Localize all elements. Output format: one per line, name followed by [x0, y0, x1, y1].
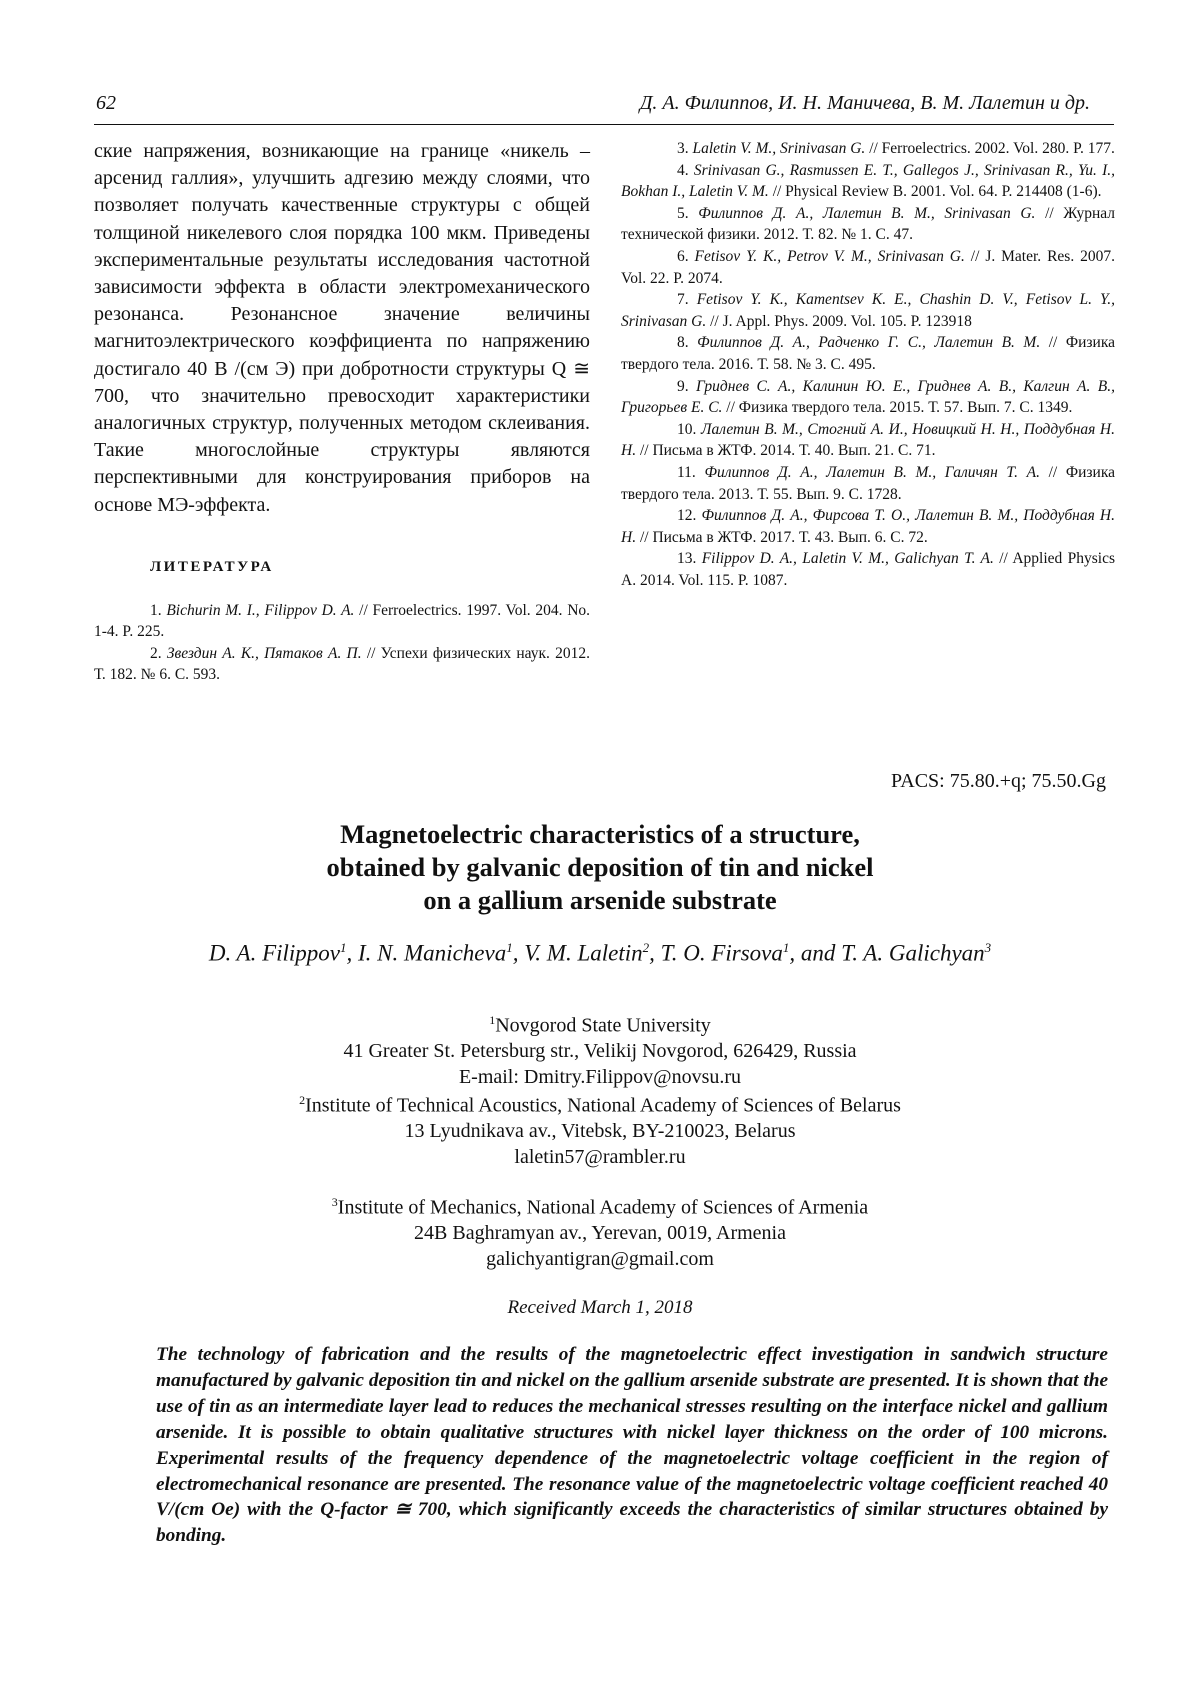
- reference-item: [621, 138, 1115, 160]
- reference-source: // Физика твердого тела. 2015. Т. 57. Вып. 7. С. 1349.: [722, 399, 1073, 417]
- author-name: D. A. Filippov: [208, 940, 341, 966]
- left-column: [94, 138, 590, 686]
- affiliation-number: 2: [299, 1093, 306, 1107]
- header-rule: [94, 124, 1114, 125]
- affiliation-number: 3: [331, 1195, 338, 1209]
- reference-authors: Филиппов Д. А., Лалетин В. М., Srinivasan G.: [698, 204, 1036, 222]
- reference-authors: Fetisov Y. K., Kamentsev K. E., Chashin D. V., Fetisov L. Y., Srinivasan G.: [621, 291, 1115, 330]
- reference-authors: Филиппов Д. А., Радченко Г. С., Лалетин В. М.: [697, 334, 1041, 352]
- title-line: obtained by galvanic deposition of tin and nickel: [326, 852, 874, 882]
- reference-number: 12.: [677, 507, 697, 525]
- author-name: T. A. Galichyan: [841, 940, 985, 966]
- reference-number: 7.: [677, 291, 689, 309]
- affiliation-email: E-mail: Dmitry.Filippov@novsu.ru: [458, 1065, 742, 1088]
- reference-item: [621, 332, 1115, 375]
- author-affiliation-mark: 1: [506, 940, 513, 955]
- reference-source: // Applied Physics A. 2014. Vol. 115. P. 1087.: [621, 550, 1115, 589]
- page-number: 62: [96, 92, 116, 114]
- reference-number: 11.: [677, 463, 696, 481]
- pacs-codes: PACS: 75.80.+q; 75.50.Gg: [890, 770, 1106, 792]
- author-separator: ,: [346, 940, 359, 966]
- reference-authors: Звездин А. К., Пятаков А. П.: [166, 644, 362, 662]
- reference-item: [621, 505, 1115, 548]
- reference-authors: Srinivasan G., Rasmussen E. T., Gallegos J., Srinivasan R., Yu. I., Bokhan I., Laletin V. M.: [621, 161, 1116, 201]
- reference-source: // Журнал технической физики. 2012. Т. 82. № 1. С. 47.: [621, 204, 1115, 244]
- author-affiliation-mark: 3: [984, 940, 992, 955]
- russian-body-text: ские напряжения, возникающие на границе «никель – арсенид галлия», улучшить адгезию между слоями, что позволяет получать качественные структуры с общей толщиной никелевого слоя порядка 100 мкм. Приведены экспериментальные результаты исследования частотной зависимости эффекта в области электромеханического резонанса. Резонансное значение величины магнитоэлектрического коэффициента по напряжению достигало 40 В /(см Э) при добротности структуры Q ≅ 700, что значительно превосходит характеристики аналогичных структур, полученных методом склеивания. Такие многослойные структуры являются перспективными для конструирования приборов на основе МЭ-эффекта.: [94, 140, 590, 516]
- reference-number: 5.: [677, 204, 689, 222]
- reference-item: [621, 376, 1115, 419]
- author-name: T. O. Firsova: [660, 940, 783, 966]
- reference-number: 4.: [677, 161, 689, 179]
- reference-source: // Письма в ЖТФ. 2017. Т. 43. Вып. 6. С. 72.: [636, 528, 928, 546]
- reference-item: [94, 643, 590, 686]
- reference-number: 2.: [150, 644, 162, 662]
- author-affiliation-mark: 1: [340, 940, 347, 955]
- reference-number: 1.: [150, 601, 162, 619]
- reference-number: 6.: [677, 247, 689, 265]
- reference-authors: Fetisov Y. K., Petrov V. M., Srinivasan G.: [694, 247, 965, 265]
- reference-authors: Гриднев С. А., Калинин Ю. Е., Гриднев А. В., Калгин А. В., Григорьев Е. С.: [621, 377, 1116, 417]
- affiliation-name: Institute of Technical Acoustics, National Academy of Sciences of Belarus: [305, 1094, 901, 1117]
- title-line: on a gallium arsenide substrate: [423, 885, 777, 915]
- affiliation-email: laletin57@rambler.ru: [514, 1145, 686, 1168]
- author-list: [0, 940, 1200, 967]
- reference-item: [621, 548, 1115, 591]
- reference-item: [621, 246, 1115, 289]
- reference-source: // Письма в ЖТФ. 2014. Т. 40. Вып. 21. С. 71.: [636, 442, 936, 460]
- affiliation-2: [0, 1088, 1200, 1170]
- literature-heading: ЛИТЕРАТУРА: [150, 558, 274, 575]
- author-affiliation-mark: 2: [642, 940, 650, 955]
- reference-source: // Физика твердого тела. 2016. Т. 58. № 3. С. 495.: [621, 334, 1115, 373]
- reference-source: // J. Mater. Res. 2007. Vol. 22. P. 2074.: [621, 247, 1116, 287]
- affiliation-address: 13 Lyudnikava av., Vitebsk, BY-210023, Belarus: [404, 1120, 796, 1143]
- abstract: The technology of fabrication and the results of the magnetoelectric effect investigation in sandwich structure manufactured by galvanic deposition tin and nickel on the gallium arsenide substrate are presented. It is shown that the use of tin as an intermediate layer lead to reduces the mechanical stresses resulting on the interface nickel and gallium arsenide. It is possible to obtain qualitative structures with nickel layer thickness on the order of 100 microns. Experimental results of the frequency dependence of the magnetoelectric voltage coefficient in the region of electromechanical resonance are presented. The resonance value of the magnetoelectric voltage coefficient reached 40 V/(cm Oe) with the Q-factor ≅ 700, which significantly exceeds the characteristics of similar structures obtained by bonding.: [156, 1344, 1108, 1547]
- affiliation-1: [0, 1008, 1200, 1090]
- affiliation-address: 41 Greater St. Petersburg str., Velikij Novgorod, 626429, Russia: [343, 1040, 857, 1063]
- right-column: [621, 138, 1115, 591]
- reference-number: 13.: [677, 550, 697, 568]
- author-separator: , and: [789, 940, 842, 966]
- received-date: Received March 1, 2018: [507, 1297, 693, 1318]
- reference-item: [94, 600, 590, 643]
- reference-source: // Успехи физических наук. 2012. Т. 182. № 6. С. 593.: [94, 644, 591, 684]
- affiliation-email: galichyantigran@gmail.com: [486, 1247, 714, 1270]
- author-separator: ,: [649, 940, 661, 966]
- reference-source: // Ferroelectrics. 1997. Vol. 204. No. 1-4. P. 225.: [94, 601, 591, 641]
- reference-authors: Bichurin M. I., Filippov D. A.: [166, 601, 355, 619]
- author-name: I. N. Manicheva: [358, 940, 507, 966]
- reference-source: // Physical Review B. 2001. Vol. 64. P. 214408 (1-6).: [768, 183, 1102, 201]
- affiliation-number: 1: [489, 1013, 496, 1027]
- affiliation-name: Novgorod State University: [495, 1014, 711, 1037]
- reference-number: 9.: [677, 377, 689, 395]
- reference-authors: Laletin V. M., Srinivasan G.: [692, 140, 866, 157]
- affiliation-address: 24B Baghramyan av., Yerevan, 0019, Armenia: [414, 1222, 786, 1245]
- reference-authors: Filippov D. A., Laletin V. M., Galichyan T. A.: [701, 550, 994, 568]
- reference-number: 8.: [677, 334, 689, 352]
- reference-list-right: [621, 138, 1115, 591]
- reference-authors: Филиппов Д. А., Фирсова Т. О., Лалетин В. М., Поддубная Н. Н.: [621, 507, 1116, 546]
- affiliation-3: [0, 1190, 1200, 1272]
- reference-item: [621, 462, 1115, 505]
- reference-source: // Ferroelectrics. 2002. Vol. 280. P. 177.: [865, 140, 1115, 157]
- reference-item: [621, 160, 1115, 203]
- affiliation-name: Institute of Mechanics, National Academy of Sciences of Armenia: [337, 1196, 869, 1219]
- reference-item: [621, 203, 1115, 246]
- reference-list-left: [94, 600, 590, 686]
- reference-item: [621, 289, 1115, 332]
- reference-item: [621, 419, 1115, 462]
- reference-authors: Филиппов Д. А., Лалетин В. М., Галичян Т. А.: [704, 463, 1040, 481]
- reference-number: 3.: [677, 140, 689, 157]
- author-name: V. M. Laletin: [524, 940, 643, 966]
- reference-authors: Лалетин В. М., Стогний А. И., Новицкий Н. Н., Поддубная Н. Н.: [621, 420, 1115, 460]
- title-line: Magnetoelectric characteristics of a structure,: [340, 819, 860, 849]
- running-head: Д. А. Филиппов, И. Н. Маничева, В. М. Лалетин и др.: [639, 92, 1090, 114]
- reference-source: // J. Appl. Phys. 2009. Vol. 105. P. 123918: [706, 312, 972, 330]
- author-separator: ,: [512, 940, 525, 966]
- author-affiliation-mark: 1: [782, 940, 790, 955]
- reference-number: 10.: [677, 420, 697, 438]
- article-title: [0, 818, 1200, 917]
- reference-source: // Физика твердого тела. 2013. Т. 55. Вып. 9. С. 1728.: [621, 463, 1116, 503]
